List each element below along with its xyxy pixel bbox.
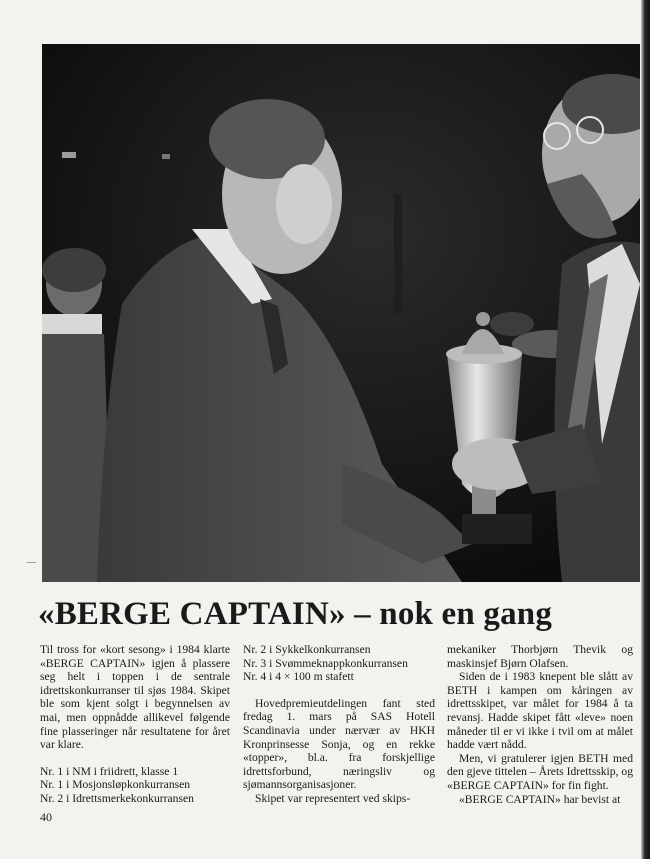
result-item: Nr. 4 i 4 × 100 m stafett [243,670,354,684]
article-paragraph: mekaniker Thorbjørn Thevik og maskinsjef Bjørn Olafsen. [447,643,633,670]
award-ceremony-photo [42,44,640,582]
article-paragraph: Til tross for «kort sesong» i 1984 klarte «BERGE CAPTAIN» igjen å plassere seg helt i toppen i de sentrale idrettskonkurranser til sjøs 1984. Skipet ble som kjent solgt i begynnelsen av mai, men oppnådde allikevel følgende fine plasseringer når resultatene for året var klare. [40,643,230,752]
article-column-1 [40,643,230,806]
article-paragraph: «BERGE CAPTAIN» har bevist at [459,792,621,806]
result-item: Nr. 3 i Svømmeknappkonkurransen [243,656,408,670]
article-paragraph: Hovedpremieutdelingen fant sted fredag 1. mars på SAS Hotell Scandinavia under nærvær av HKH Kronprinsesse Sonja, og en rekke «topper», bl.a. fra forskjellige idrettsforbund, næringsliv og sjømannsorganisasjoner. [243,696,435,792]
result-item: Nr. 1 i NM i friidrett, klasse 1 [40,764,179,778]
article-paragraph: Men, vi gratulerer igjen BETH med den gjeve tittelen – Årets Idrettsskip, og «BERGE CAPTAIN» for fin fight. [447,751,633,792]
page-binding-edge [641,0,650,859]
article-headline: «BERGE CAPTAIN» – nok en gang [38,596,553,632]
result-item: Nr. 1 i Mosjonsløpkonkurransen [40,778,191,792]
article-paragraph: Skipet var representert ved skips- [255,791,411,805]
margin-mark: — [27,557,36,567]
article-column-3 [447,643,633,806]
result-item: Nr. 2 i Sykkelkonkurransen [243,643,371,656]
article-column-2 [243,643,435,806]
article-paragraph: Siden de i 1983 knepent ble slått av BETH i kampen om kåringen av idrettsskipet, var målet for 1984 å ta revansj. Hadde skipet fått «leve» noen måneder til er vi ikke i tvil om at målet hadde vært nådd. [447,670,633,752]
page-number: 40 [40,810,52,824]
result-item: Nr. 2 i Idrettsmerkekonkurransen [40,791,194,805]
